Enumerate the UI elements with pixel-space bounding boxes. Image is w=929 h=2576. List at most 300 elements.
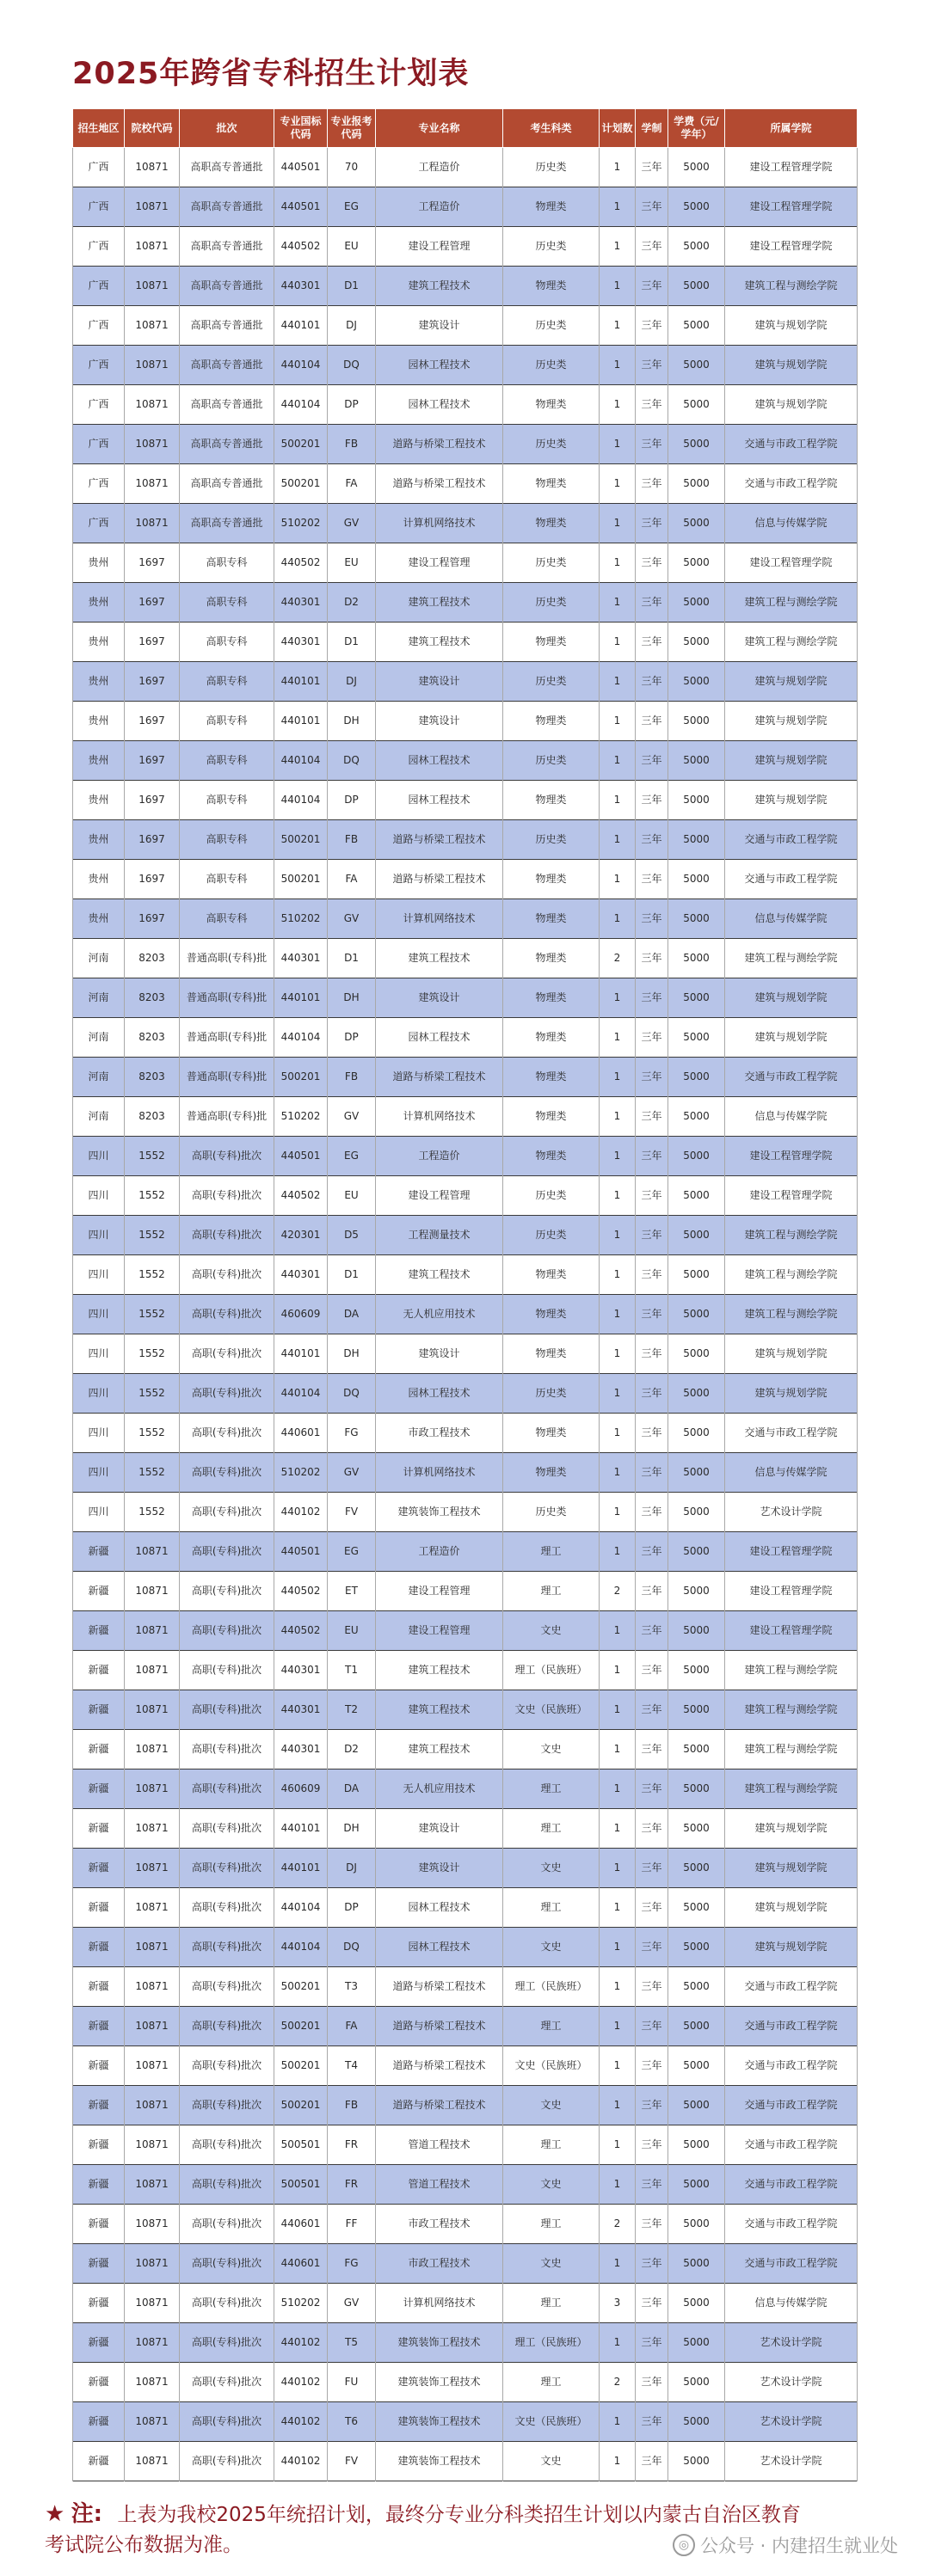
- table-cell: 5000: [668, 464, 725, 504]
- table-cell: 1: [600, 2125, 636, 2165]
- table-cell: 高职(专科)批次: [180, 1809, 274, 1849]
- table-cell: 高职高专普通批: [180, 346, 274, 385]
- table-cell: 1: [600, 346, 636, 385]
- table-cell: 计算机网络技术: [376, 504, 503, 543]
- table-cell: 1: [600, 820, 636, 860]
- table-cell: 物理类: [503, 504, 600, 543]
- table-row: [73, 385, 858, 425]
- column-header: 专业国标代码: [274, 109, 328, 148]
- table-body: [73, 148, 858, 2481]
- table-cell: 10871: [125, 385, 180, 425]
- table-row: [73, 1255, 858, 1295]
- table-cell: FV: [328, 1493, 376, 1532]
- table-cell: 1: [600, 2165, 636, 2205]
- table-cell: 高职(专科)批次: [180, 1769, 274, 1809]
- table-cell: 1552: [125, 1493, 180, 1532]
- table-cell: 10871: [125, 1611, 180, 1651]
- table-cell: 三年: [636, 2165, 668, 2205]
- table-cell: DH: [328, 1334, 376, 1374]
- table-cell: 1: [600, 2323, 636, 2363]
- table-cell: 河南: [73, 939, 125, 978]
- table-cell: 5000: [668, 2244, 725, 2284]
- table-cell: 5000: [668, 899, 725, 939]
- table-cell: 三年: [636, 148, 668, 187]
- table-cell: 高职高专普通批: [180, 187, 274, 227]
- table-cell: 1: [600, 464, 636, 504]
- table-cell: 信息与传媒学院: [725, 899, 858, 939]
- table-cell: 510202: [274, 1097, 328, 1137]
- table-cell: 440301: [274, 1651, 328, 1690]
- table-cell: 贵州: [73, 860, 125, 899]
- table-cell: 1: [600, 2046, 636, 2086]
- table-cell: 440502: [274, 1176, 328, 1216]
- table-cell: 5000: [668, 1137, 725, 1176]
- table-cell: 建筑与规划学院: [725, 741, 858, 781]
- table-cell: DP: [328, 1018, 376, 1058]
- footnote-label: 注:: [71, 2501, 103, 2527]
- table-row: [73, 1493, 858, 1532]
- table-cell: 普通高职(专科)批: [180, 978, 274, 1018]
- table-cell: 建筑与规划学院: [725, 1018, 858, 1058]
- table-cell: 1: [600, 978, 636, 1018]
- table-cell: 三年: [636, 1809, 668, 1849]
- table-cell: 计算机网络技术: [376, 2284, 503, 2323]
- table-cell: 440502: [274, 1572, 328, 1611]
- table-cell: 1552: [125, 1255, 180, 1295]
- table-cell: DJ: [328, 1849, 376, 1888]
- table-cell: 500201: [274, 2046, 328, 2086]
- table-cell: 5000: [668, 1176, 725, 1216]
- table-cell: 建设工程管理学院: [725, 1572, 858, 1611]
- table-cell: 物理类: [503, 1058, 600, 1097]
- table-cell: 5000: [668, 2442, 725, 2481]
- table-cell: FA: [328, 2007, 376, 2046]
- table-row: [73, 227, 858, 267]
- table-cell: 高职高专普通批: [180, 267, 274, 306]
- table-cell: 1552: [125, 1295, 180, 1334]
- table-cell: 园林工程技术: [376, 385, 503, 425]
- table-cell: 三年: [636, 741, 668, 781]
- table-cell: 三年: [636, 2244, 668, 2284]
- table-cell: 建筑与规划学院: [725, 385, 858, 425]
- table-cell: 5000: [668, 1849, 725, 1888]
- table-cell: 高职(专科)批次: [180, 1849, 274, 1888]
- table-cell: 1: [600, 2007, 636, 2046]
- table-cell: 历史类: [503, 1176, 600, 1216]
- table-cell: 理工: [503, 2125, 600, 2165]
- table-cell: 440104: [274, 1928, 328, 1967]
- table-row: [73, 2244, 858, 2284]
- table-row: [73, 899, 858, 939]
- table-cell: 历史类: [503, 741, 600, 781]
- table-cell: 交通与市政工程学院: [725, 2007, 858, 2046]
- table-cell: 建筑设计: [376, 1809, 503, 1849]
- table-cell: 工程造价: [376, 1532, 503, 1572]
- table-cell: 440601: [274, 2205, 328, 2244]
- table-cell: 三年: [636, 820, 668, 860]
- table-cell: 三年: [636, 1176, 668, 1216]
- table-cell: 园林工程技术: [376, 1928, 503, 1967]
- table-cell: 新疆: [73, 2046, 125, 2086]
- table-cell: 440502: [274, 543, 328, 583]
- table-cell: 广西: [73, 425, 125, 464]
- table-cell: 5000: [668, 2086, 725, 2125]
- table-cell: 三年: [636, 1334, 668, 1374]
- table-cell: 1: [600, 1018, 636, 1058]
- table-cell: 艺术设计学院: [725, 1493, 858, 1532]
- table-cell: 河南: [73, 1018, 125, 1058]
- table-cell: 440501: [274, 1532, 328, 1572]
- table-cell: 高职(专科)批次: [180, 1453, 274, 1493]
- table-cell: GV: [328, 1453, 376, 1493]
- table-cell: 高职高专普通批: [180, 464, 274, 504]
- table-cell: 高职(专科)批次: [180, 1255, 274, 1295]
- table-cell: 1: [600, 899, 636, 939]
- table-row: [73, 1611, 858, 1651]
- table-cell: 5000: [668, 978, 725, 1018]
- table-cell: 10871: [125, 2402, 180, 2442]
- table-cell: 交通与市政工程学院: [725, 425, 858, 464]
- table-cell: 三年: [636, 2125, 668, 2165]
- table-cell: 理工: [503, 2284, 600, 2323]
- table-cell: 市政工程技术: [376, 2244, 503, 2284]
- table-cell: 新疆: [73, 2442, 125, 2481]
- table-cell: 8203: [125, 939, 180, 978]
- table-cell: 道路与桥梁工程技术: [376, 1058, 503, 1097]
- table-cell: 高职(专科)批次: [180, 2046, 274, 2086]
- table-cell: 高职(专科)批次: [180, 1414, 274, 1453]
- table-cell: 四川: [73, 1334, 125, 1374]
- table-cell: 三年: [636, 939, 668, 978]
- table-cell: 广西: [73, 227, 125, 267]
- table-row: [73, 2363, 858, 2402]
- table-cell: 5000: [668, 267, 725, 306]
- table-cell: 5000: [668, 2046, 725, 2086]
- table-cell: 1: [600, 662, 636, 702]
- table-cell: 新疆: [73, 1611, 125, 1651]
- table-cell: 5000: [668, 820, 725, 860]
- table-cell: 建筑装饰工程技术: [376, 2363, 503, 2402]
- table-cell: D2: [328, 583, 376, 623]
- table-cell: 10871: [125, 504, 180, 543]
- column-header: 学费（元/学年）: [668, 109, 725, 148]
- table-cell: 1: [600, 1611, 636, 1651]
- table-cell: 建筑设计: [376, 978, 503, 1018]
- table-cell: 三年: [636, 1216, 668, 1255]
- table-cell: 高职(专科)批次: [180, 1137, 274, 1176]
- table-cell: 5000: [668, 2284, 725, 2323]
- table-row: [73, 2086, 858, 2125]
- table-cell: 440301: [274, 583, 328, 623]
- table-cell: 交通与市政工程学院: [725, 464, 858, 504]
- table-cell: 10871: [125, 1651, 180, 1690]
- table-cell: 10871: [125, 2125, 180, 2165]
- table-cell: 10871: [125, 1532, 180, 1572]
- table-cell: 四川: [73, 1414, 125, 1453]
- table-cell: 理工: [503, 1769, 600, 1809]
- table-cell: 1: [600, 1216, 636, 1255]
- table-cell: 建设工程管理: [376, 1176, 503, 1216]
- table-cell: 440301: [274, 267, 328, 306]
- column-header: 学制: [636, 109, 668, 148]
- table-cell: 物理类: [503, 187, 600, 227]
- table-cell: 历史类: [503, 662, 600, 702]
- table-cell: ET: [328, 1572, 376, 1611]
- table-row: [73, 1414, 858, 1453]
- table-cell: 1: [600, 1058, 636, 1097]
- table-cell: 三年: [636, 1888, 668, 1928]
- table-cell: 440301: [274, 1255, 328, 1295]
- table-cell: 文史: [503, 1730, 600, 1769]
- table-row: [73, 2442, 858, 2481]
- table-cell: 10871: [125, 2205, 180, 2244]
- footnote-text: 上表为我校2025年统招计划，最终分专业分科类招生计划以内蒙古自治区教育考试院公布数据为准。: [45, 2504, 801, 2556]
- table-cell: 高职高专普通批: [180, 306, 274, 346]
- table-cell: 1: [600, 623, 636, 662]
- table-cell: 文史: [503, 2165, 600, 2205]
- table-cell: 440502: [274, 1611, 328, 1651]
- table-cell: 理工: [503, 1532, 600, 1572]
- table-cell: 1: [600, 1690, 636, 1730]
- table-row: [73, 2007, 858, 2046]
- table-cell: 三年: [636, 1374, 668, 1414]
- table-cell: 10871: [125, 2007, 180, 2046]
- table-cell: 物理类: [503, 860, 600, 899]
- table-cell: 三年: [636, 2205, 668, 2244]
- table-cell: 艺术设计学院: [725, 2323, 858, 2363]
- table-row: [73, 187, 858, 227]
- table-cell: 8203: [125, 1018, 180, 1058]
- table-row: [73, 1058, 858, 1097]
- table-cell: DP: [328, 385, 376, 425]
- table-cell: 高职(专科)批次: [180, 2284, 274, 2323]
- table-cell: 10871: [125, 1690, 180, 1730]
- table-cell: 高职(专科)批次: [180, 1928, 274, 1967]
- table-cell: 普通高职(专科)批: [180, 1018, 274, 1058]
- table-cell: 四川: [73, 1255, 125, 1295]
- table-cell: 建筑工程与测绘学院: [725, 1730, 858, 1769]
- table-cell: 三年: [636, 1690, 668, 1730]
- table-cell: 广西: [73, 148, 125, 187]
- table-cell: FB: [328, 425, 376, 464]
- table-cell: 文史: [503, 1611, 600, 1651]
- table-cell: 三年: [636, 1730, 668, 1769]
- table-cell: 信息与传媒学院: [725, 1097, 858, 1137]
- table-cell: 历史类: [503, 425, 600, 464]
- table-cell: 1552: [125, 1414, 180, 1453]
- table-cell: DJ: [328, 662, 376, 702]
- table-cell: 理工: [503, 1809, 600, 1849]
- table-cell: EG: [328, 187, 376, 227]
- table-cell: 510202: [274, 2284, 328, 2323]
- table-cell: 三年: [636, 2363, 668, 2402]
- table-cell: 计算机网络技术: [376, 1097, 503, 1137]
- table-cell: 四川: [73, 1374, 125, 1414]
- table-cell: 10871: [125, 267, 180, 306]
- table-cell: 三年: [636, 2007, 668, 2046]
- table-cell: 10871: [125, 2284, 180, 2323]
- table-cell: 贵州: [73, 741, 125, 781]
- table-cell: 1: [600, 267, 636, 306]
- table-cell: 艺术设计学院: [725, 2363, 858, 2402]
- table-row: [73, 543, 858, 583]
- table-cell: DA: [328, 1769, 376, 1809]
- table-cell: 普通高职(专科)批: [180, 1097, 274, 1137]
- table-cell: 理工: [503, 2205, 600, 2244]
- table-row: [73, 464, 858, 504]
- table-cell: 三年: [636, 860, 668, 899]
- table-cell: 物理类: [503, 1295, 600, 1334]
- table-cell: 1: [600, 1730, 636, 1769]
- table-cell: 信息与传媒学院: [725, 504, 858, 543]
- table-cell: T1: [328, 1651, 376, 1690]
- table-cell: 5000: [668, 2323, 725, 2363]
- table-cell: 新疆: [73, 2165, 125, 2205]
- table-row: [73, 1295, 858, 1334]
- table-cell: 建设工程管理: [376, 1611, 503, 1651]
- table-cell: 5000: [668, 860, 725, 899]
- table-cell: 建筑设计: [376, 306, 503, 346]
- table-cell: 三年: [636, 1097, 668, 1137]
- table-cell: 高职(专科)批次: [180, 2007, 274, 2046]
- table-row: [73, 346, 858, 385]
- table-cell: 交通与市政工程学院: [725, 2086, 858, 2125]
- table-cell: 500501: [274, 2125, 328, 2165]
- table-cell: 建设工程管理学院: [725, 227, 858, 267]
- table-cell: 440502: [274, 227, 328, 267]
- table-cell: 工程测量技术: [376, 1216, 503, 1255]
- table-row: [73, 662, 858, 702]
- table-cell: 440501: [274, 148, 328, 187]
- table-row: [73, 583, 858, 623]
- table-cell: 建设工程管理学院: [725, 1611, 858, 1651]
- table-cell: 建设工程管理学院: [725, 1137, 858, 1176]
- table-cell: 440101: [274, 1334, 328, 1374]
- table-cell: 广西: [73, 504, 125, 543]
- table-cell: 建筑与规划学院: [725, 1809, 858, 1849]
- table-cell: 高职专科: [180, 741, 274, 781]
- table-cell: 建筑工程技术: [376, 1651, 503, 1690]
- table-cell: 5000: [668, 1809, 725, 1849]
- table-cell: 高职专科: [180, 702, 274, 741]
- table-cell: T6: [328, 2402, 376, 2442]
- table-cell: 建设工程管理学院: [725, 543, 858, 583]
- table-cell: 文史: [503, 2086, 600, 2125]
- table-cell: 高职(专科)批次: [180, 2125, 274, 2165]
- table-cell: 高职(专科)批次: [180, 1334, 274, 1374]
- table-cell: 10871: [125, 1928, 180, 1967]
- table-cell: 三年: [636, 1018, 668, 1058]
- table-cell: 工程造价: [376, 148, 503, 187]
- table-cell: 5000: [668, 1453, 725, 1493]
- table-cell: 道路与桥梁工程技术: [376, 860, 503, 899]
- table-cell: 物理类: [503, 464, 600, 504]
- table-cell: FV: [328, 2442, 376, 2481]
- enrollment-plan-table-container: [72, 108, 857, 2481]
- table-cell: T3: [328, 1967, 376, 2007]
- table-cell: 广西: [73, 346, 125, 385]
- table-cell: 10871: [125, 2165, 180, 2205]
- table-cell: 440301: [274, 1730, 328, 1769]
- table-cell: 建设工程管理: [376, 1572, 503, 1611]
- table-row: [73, 1374, 858, 1414]
- table-cell: 三年: [636, 1967, 668, 2007]
- table-cell: 高职(专科)批次: [180, 1611, 274, 1651]
- table-cell: 建筑工程与测绘学院: [725, 623, 858, 662]
- table-cell: 历史类: [503, 820, 600, 860]
- table-cell: 1: [600, 1849, 636, 1888]
- table-cell: 交通与市政工程学院: [725, 860, 858, 899]
- table-cell: 10871: [125, 1967, 180, 2007]
- table-cell: FA: [328, 464, 376, 504]
- table-cell: 500201: [274, 860, 328, 899]
- table-cell: 工程造价: [376, 187, 503, 227]
- table-cell: 1552: [125, 1137, 180, 1176]
- table-row: [73, 978, 858, 1018]
- table-cell: 8203: [125, 1097, 180, 1137]
- table-cell: 5000: [668, 2205, 725, 2244]
- table-cell: 管道工程技术: [376, 2165, 503, 2205]
- table-cell: 三年: [636, 1928, 668, 1967]
- table-cell: 物理类: [503, 1137, 600, 1176]
- table-cell: 建筑工程技术: [376, 1255, 503, 1295]
- table-cell: 1697: [125, 623, 180, 662]
- table-cell: 高职(专科)批次: [180, 2323, 274, 2363]
- table-cell: 贵州: [73, 662, 125, 702]
- table-cell: 艺术设计学院: [725, 2442, 858, 2481]
- table-cell: 510202: [274, 899, 328, 939]
- table-cell: 历史类: [503, 543, 600, 583]
- table-cell: 新疆: [73, 2244, 125, 2284]
- table-cell: 10871: [125, 2086, 180, 2125]
- table-cell: DP: [328, 781, 376, 820]
- table-cell: 建设工程管理: [376, 543, 503, 583]
- table-cell: 440104: [274, 781, 328, 820]
- table-cell: 8203: [125, 1058, 180, 1097]
- table-cell: EU: [328, 543, 376, 583]
- table-cell: 物理类: [503, 385, 600, 425]
- column-header: 考生科类: [503, 109, 600, 148]
- table-cell: 三年: [636, 2442, 668, 2481]
- table-cell: 建筑工程与测绘学院: [725, 1769, 858, 1809]
- table-cell: 70: [328, 148, 376, 187]
- table-cell: T2: [328, 1690, 376, 1730]
- table-row: [73, 1967, 858, 2007]
- table-cell: 管道工程技术: [376, 2125, 503, 2165]
- table-cell: 1: [600, 2442, 636, 2481]
- table-cell: 1: [600, 504, 636, 543]
- table-cell: 四川: [73, 1295, 125, 1334]
- table-cell: 5000: [668, 2007, 725, 2046]
- table-cell: DH: [328, 702, 376, 741]
- table-cell: 440102: [274, 2442, 328, 2481]
- table-cell: 1697: [125, 781, 180, 820]
- table-cell: 新疆: [73, 2205, 125, 2244]
- table-cell: 440104: [274, 1888, 328, 1928]
- table-cell: 市政工程技术: [376, 1414, 503, 1453]
- table-cell: 5000: [668, 939, 725, 978]
- table-cell: 5000: [668, 227, 725, 267]
- table-cell: 三年: [636, 583, 668, 623]
- table-cell: 信息与传媒学院: [725, 1453, 858, 1493]
- table-cell: 三年: [636, 662, 668, 702]
- table-cell: GV: [328, 899, 376, 939]
- page-title: 2025年跨省专科招生计划表: [72, 57, 470, 91]
- table-cell: 440101: [274, 662, 328, 702]
- table-cell: 新疆: [73, 1690, 125, 1730]
- table-cell: 8203: [125, 978, 180, 1018]
- table-cell: 物理类: [503, 623, 600, 662]
